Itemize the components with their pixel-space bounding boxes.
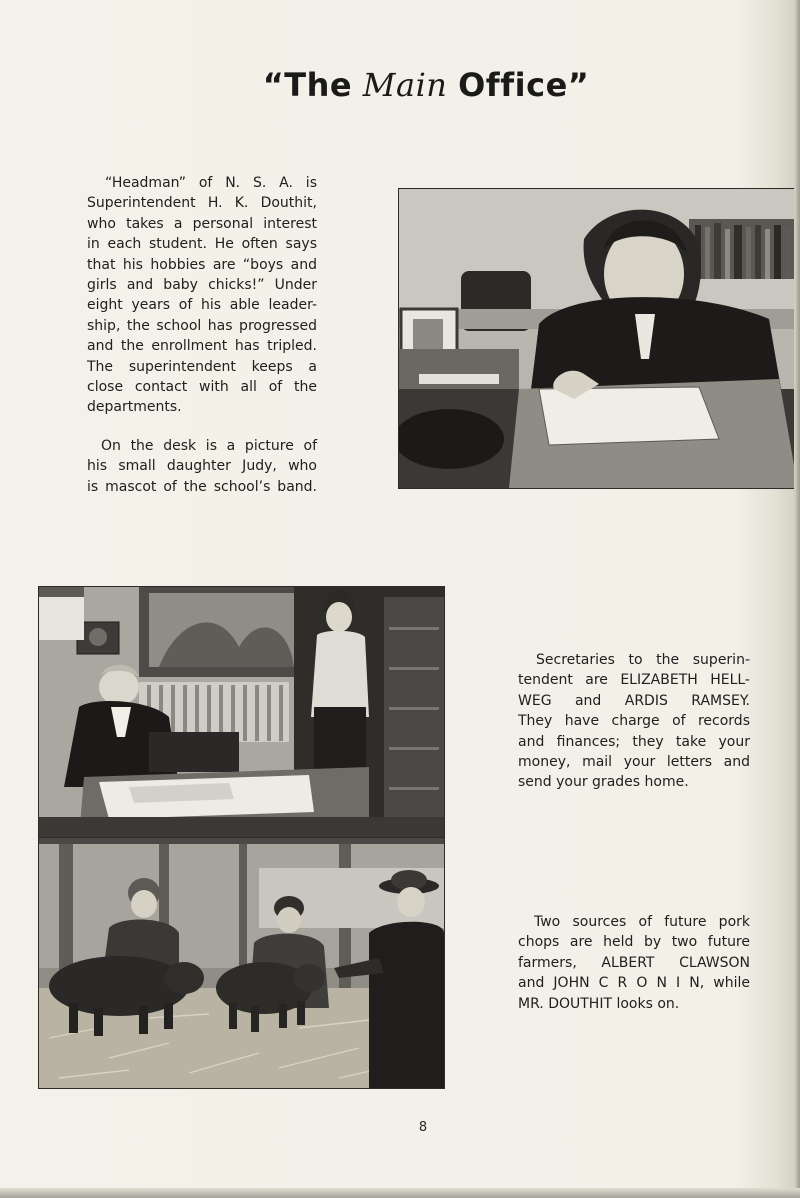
- text-line: tendent are ELIZABETH HELL-: [518, 672, 750, 689]
- text-line: that his hobbies are “boys and: [87, 256, 317, 273]
- desk-paragraph: [87, 436, 317, 497]
- text-line: and the enrollment has tripled.: [87, 338, 317, 355]
- text-line: “Headman” of N. S. A. is: [105, 175, 317, 191]
- title-open-quote: “: [262, 66, 285, 104]
- text-line: MR. DOUTHIT looks on.: [518, 995, 680, 1012]
- page-title: [0, 66, 800, 104]
- text-line: in each student. He often says: [87, 236, 317, 253]
- text-line: close contact with all of the: [87, 379, 317, 396]
- text-line: his small daughter Judy, who: [87, 458, 317, 475]
- text-line: They have charge of records: [518, 713, 750, 730]
- text-line: Superintendent H. K. Douthit,: [87, 195, 317, 212]
- page-bottom-shadow: [0, 1188, 800, 1198]
- secretaries-photo-art: [39, 587, 444, 837]
- text-line: farmers, ALBERT CLAWSON: [518, 954, 750, 971]
- pigs-paragraph: [518, 912, 750, 1014]
- photo-secretaries-office: [39, 587, 444, 837]
- text-line: money, mail your letters and: [518, 754, 750, 771]
- superintendent-photo-art: [399, 189, 798, 488]
- text-line: Two sources of future pork: [534, 914, 750, 930]
- text-line: WEG and ARDIS RAMSEY.: [518, 692, 750, 709]
- text-line: On the desk is a picture of: [101, 438, 317, 454]
- text-line: ship, the school has progressed: [87, 317, 317, 334]
- title-close-quote: ”: [567, 66, 590, 104]
- title-word-office: Office: [458, 66, 568, 104]
- secretaries-paragraph: [518, 650, 750, 793]
- text-line: departments.: [87, 399, 182, 416]
- intro-paragraph: [87, 173, 317, 418]
- text-line: send your grades home.: [518, 774, 689, 791]
- text-line: Secretaries to the superin-: [536, 652, 750, 668]
- text-line: girls and baby chicks!” Under: [87, 277, 317, 294]
- title-word-main: Main: [362, 66, 448, 104]
- text-line: The superintendent keeps a: [87, 358, 317, 375]
- page-number: 8: [418, 1120, 428, 1135]
- text-line: and finances; they take your: [518, 733, 750, 750]
- pigs-photo-art: [39, 838, 444, 1088]
- text-line: chops are held by two future: [518, 934, 750, 951]
- page-edge-shadow: [794, 0, 800, 1198]
- text-line: and JOHN C R O N I N, while: [518, 975, 750, 992]
- text-line: who takes a personal interest: [87, 215, 317, 232]
- photo-superintendent-at-desk: [399, 189, 798, 488]
- photo-pigs-barn: [39, 838, 444, 1088]
- title-word-the: The: [284, 66, 353, 104]
- text-line: is mascot of the school’s band.: [87, 478, 317, 495]
- text-line: eight years of his able leader-: [87, 297, 317, 314]
